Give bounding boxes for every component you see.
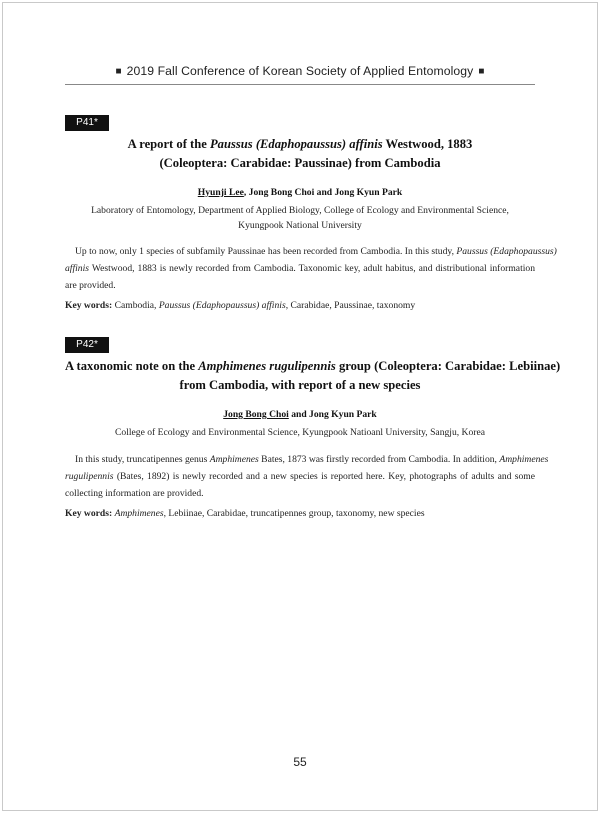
keywords-text: , Lebiinae, Carabidae, truncatipennes group, taxonomy, new species — [163, 508, 425, 519]
abstract-badge-p42: P42* — [65, 337, 109, 353]
keywords — [65, 300, 535, 311]
title-text: A report of the — [127, 137, 210, 151]
abstract-title — [65, 135, 535, 173]
body-line-1 — [65, 451, 549, 468]
keywords-label: Key words: — [65, 508, 113, 519]
body-line-1 — [65, 243, 557, 260]
body-species: affinis — [65, 263, 89, 274]
affiliation — [65, 203, 535, 233]
authors — [65, 187, 535, 198]
abstract-body — [65, 451, 549, 502]
header-square-right: ■ — [478, 66, 485, 77]
keywords-text: Cambodia, — [112, 300, 159, 311]
title-species: Paussus (Edaphopaussus) affinis — [209, 137, 383, 151]
keywords-genus: Amphimenes — [114, 508, 164, 519]
body-text: Bates, 1873 was firstly recorded from Cambodia. In addition, — [258, 454, 500, 465]
body-text: Up to now, only 1 species of subfamily Paussinae has been recorded from Cambodia. In this study, — [75, 246, 457, 257]
affiliation-line-1: College of Ecology and Environmental Science, Kyungpook Natioanl University, Sangju, Korea — [115, 427, 485, 438]
title-text: group (Coleoptera: Carabidae: Lebiinae) — [335, 359, 561, 373]
title-species: Amphimenes rugulipennis — [198, 359, 336, 373]
header-rule — [65, 84, 535, 85]
title-text: Westwood, 1883 — [382, 137, 473, 151]
keywords-text: , Carabidae, Paussinae, taxonomy — [285, 300, 416, 311]
body-species: rugulipennis — [65, 471, 114, 482]
body-species: Paussus (Edaphopaussus) — [456, 246, 557, 257]
body-text: Westwood, 1883 is newly recorded from Cambodia. Taxonomic key, adult habitus, and distributional information — [89, 263, 535, 274]
coauthors: and Jong Kyun Park — [288, 409, 377, 420]
body-genus: Amphimenes — [209, 454, 259, 465]
running-header — [65, 64, 535, 78]
abstract-p41 — [65, 135, 557, 311]
title-line-1 — [65, 135, 535, 154]
coauthors: , Jong Bong Choi and Jong Kyun Park — [243, 187, 403, 198]
body-line-2 — [65, 468, 535, 485]
affiliation-line-2: Kyungpook National University — [238, 220, 362, 231]
body-text: In this study, truncatipennes genus — [75, 454, 210, 465]
authors — [65, 409, 535, 420]
abstract-title — [65, 357, 561, 395]
presenting-author: Hyunji Lee — [197, 187, 244, 198]
body-genus: Amphimenes — [499, 454, 549, 465]
keywords-label: Key words: — [65, 300, 113, 311]
abstract-badge-p41: P41* — [65, 115, 109, 131]
page-number: 55 — [293, 755, 307, 769]
body-line-3: are provided. — [65, 280, 116, 291]
title-line-1 — [65, 357, 561, 376]
abstract-p42 — [65, 357, 561, 519]
header-text: 2019 Fall Conference of Korean Society of Applied Entomology — [126, 64, 474, 78]
affiliation — [65, 425, 535, 440]
header-square-left: ■ — [115, 66, 122, 77]
affiliation-line-1: Laboratory of Entomology, Department of Applied Biology, College of Ecology and Environmental Science, — [91, 205, 509, 216]
title-text: A taxonomic note on the — [65, 359, 199, 373]
presenting-author: Jong Bong Choi — [223, 409, 289, 420]
body-line-2 — [65, 260, 535, 277]
abstract-body — [65, 243, 557, 294]
body-line-3: collecting information are provided. — [65, 488, 204, 499]
title-line-2: (Coleoptera: Carabidae: Paussinae) from Cambodia — [159, 156, 441, 170]
title-line-2: from Cambodia, with report of a new species — [179, 378, 421, 392]
keywords-species: Paussus (Edaphopaussus) affinis — [158, 300, 286, 311]
keywords — [65, 508, 535, 519]
body-text: (Bates, 1892) is newly recorded and a new species is reported here. Key, photographs of adults and some — [113, 471, 535, 482]
